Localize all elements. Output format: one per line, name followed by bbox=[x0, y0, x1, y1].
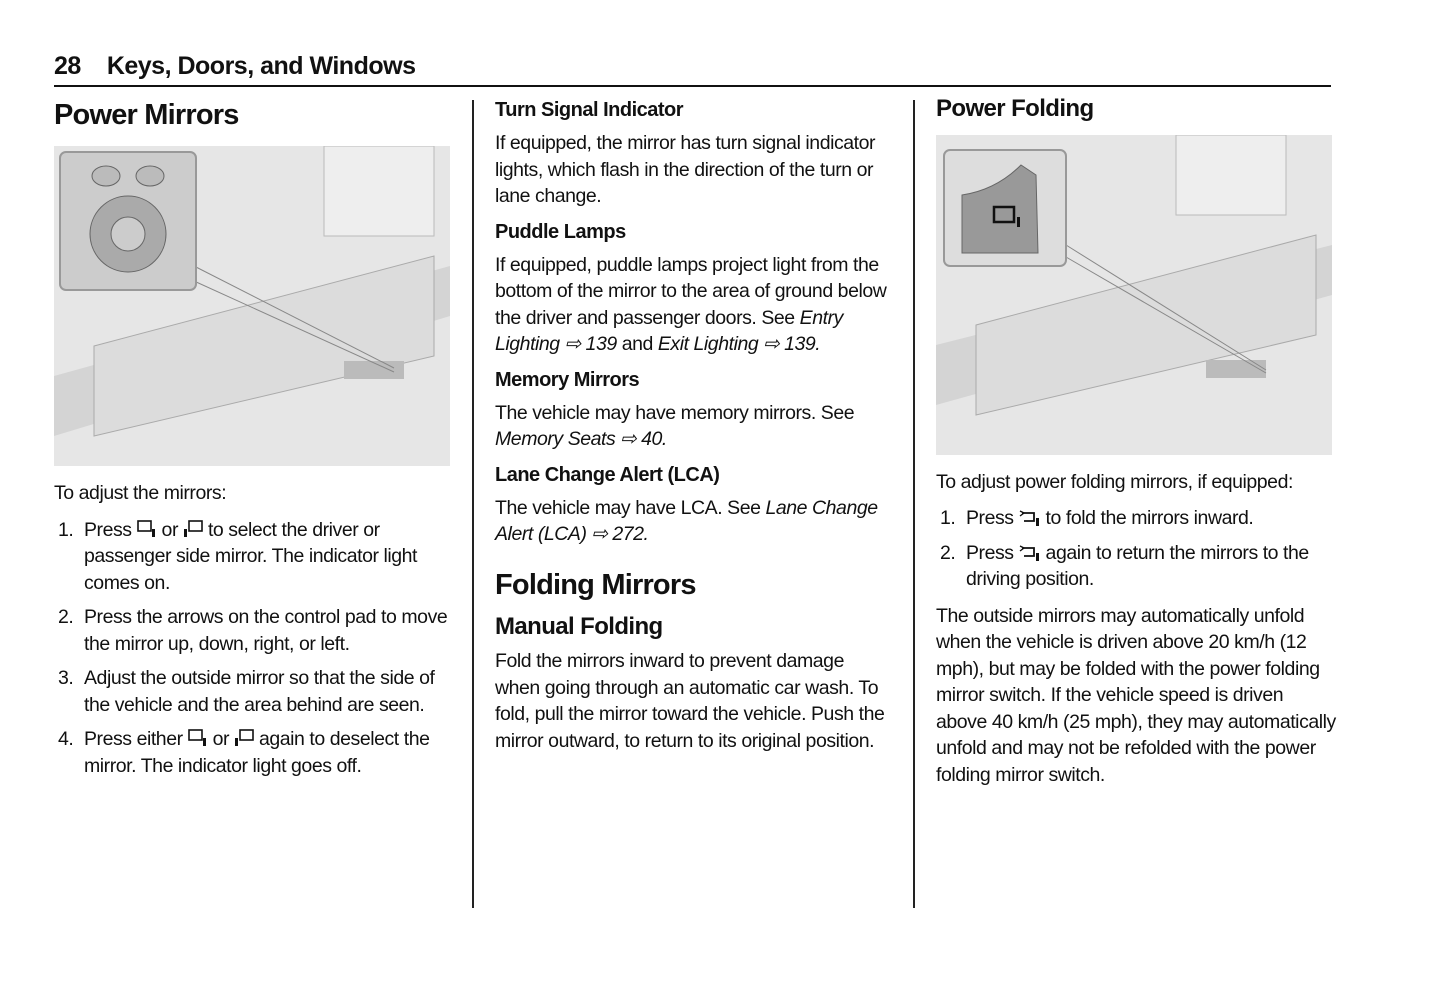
step-text: or bbox=[212, 728, 230, 750]
step-item bbox=[54, 604, 454, 657]
heading-puddle-lamps: Puddle Lamps bbox=[495, 220, 626, 243]
heading-manual-folding: Manual Folding bbox=[495, 612, 663, 640]
body-text: The vehicle may have memory mirrors. See bbox=[495, 401, 855, 424]
page-ref[interactable]: 139. bbox=[784, 333, 821, 355]
step-item bbox=[54, 665, 454, 718]
adjust-steps bbox=[54, 517, 454, 780]
page-arrow-icon: ⇨ bbox=[564, 333, 581, 355]
intro-text: To adjust power folding mirrors, if equipped: bbox=[936, 470, 1293, 493]
page-header bbox=[54, 52, 415, 81]
passenger-mirror-icon bbox=[234, 729, 254, 747]
page-arrow-icon: ⇨ bbox=[620, 428, 637, 450]
page-ref[interactable]: 139 bbox=[585, 333, 617, 355]
puddle-lamps-text bbox=[495, 252, 890, 358]
power-fold-icon bbox=[1019, 543, 1041, 561]
heading-lca: Lane Change Alert (LCA) bbox=[495, 463, 720, 486]
step-text: to fold the mirrors inward. bbox=[1045, 507, 1254, 529]
cross-reference-link[interactable]: Memory Seats bbox=[495, 428, 616, 450]
step-number: 1. bbox=[940, 507, 956, 529]
step-text: Press the arrows on the control pad to move the mirror up, down, right, or left. bbox=[84, 606, 448, 655]
cross-reference-link[interactable]: Lane Change Alert (LCA) bbox=[495, 496, 878, 545]
column-power-mirrors bbox=[54, 96, 454, 789]
column-divider bbox=[472, 100, 474, 908]
section-title: Keys, Doors, and Windows bbox=[106, 52, 416, 80]
driver-mirror-icon bbox=[137, 520, 157, 538]
step-text: or bbox=[161, 518, 178, 541]
mirror-control-illustration bbox=[54, 146, 450, 466]
step-item bbox=[54, 726, 454, 779]
heading-turn-signal: Turn Signal Indicator bbox=[495, 99, 684, 121]
step-number: 2. bbox=[58, 606, 74, 628]
step-text: again to return the mirrors to the driving position. bbox=[966, 541, 1309, 590]
memory-mirrors-text bbox=[495, 400, 890, 453]
column-mirror-features bbox=[495, 98, 890, 764]
auto-unfold-text: The outside mirrors may automatically unfold when the vehicle is driven above 20 km/h (12 mph), but may be folded with the power folding mirror switch. If the vehicle speed is driven above 40 km/h (25 mph), they may automatically unfold and may not be refolded with the power folding mirror switch. bbox=[936, 604, 1336, 786]
intro-text: To adjust the mirrors: bbox=[54, 482, 227, 504]
body-text: If equipped, puddle lamps project light from the bottom of the mirror to the area of ground below the driver and passenger doors. See bbox=[495, 253, 887, 329]
step-item bbox=[936, 505, 1336, 532]
step-text: Press either bbox=[84, 728, 183, 750]
driver-mirror-icon bbox=[188, 729, 208, 747]
manual-folding-text: Fold the mirrors inward to prevent damage when going through an automatic car wash. To fold, pull the mirror toward the vehicle. Push the mirror outward, to return to its original position. bbox=[495, 650, 885, 752]
heading-power-mirrors: Power Mirrors bbox=[54, 99, 239, 131]
turn-signal-text: If equipped, the mirror has turn signal indicator lights, which flash in the direction of the turn or lane change. bbox=[495, 132, 876, 207]
step-number: 4. bbox=[58, 728, 74, 750]
column-power-folding bbox=[936, 96, 1336, 798]
step-text: to select the driver or passenger side mirror. The indicator light comes on. bbox=[84, 518, 417, 594]
step-item bbox=[936, 540, 1336, 593]
body-text: and bbox=[621, 333, 653, 355]
page-ref[interactable]: 40. bbox=[641, 428, 667, 450]
step-number: 3. bbox=[58, 667, 74, 689]
page-ref[interactable]: 272. bbox=[612, 523, 649, 545]
page-arrow-icon: ⇨ bbox=[591, 523, 608, 545]
step-text: Press bbox=[84, 518, 132, 541]
step-text: again to deselect the mirror. The indicator light goes off. bbox=[84, 728, 430, 777]
heading-power-folding: Power Folding bbox=[936, 95, 1094, 122]
passenger-mirror-icon bbox=[183, 520, 203, 538]
header-rule bbox=[54, 85, 1331, 87]
folding-steps bbox=[936, 505, 1336, 593]
cross-reference-link[interactable]: Entry Lighting bbox=[495, 306, 843, 355]
cross-reference-link[interactable]: Exit Lighting bbox=[657, 333, 759, 355]
heading-memory-mirrors: Memory Mirrors bbox=[495, 368, 640, 391]
lca-text bbox=[495, 495, 890, 548]
step-number: 1. bbox=[58, 518, 74, 541]
step-text: Adjust the outside mirror so that the side of the vehicle and the area behind are seen. bbox=[84, 667, 435, 716]
folding-switch-illustration bbox=[936, 135, 1332, 455]
step-text: Press bbox=[966, 507, 1014, 529]
step-number: 2. bbox=[940, 541, 956, 564]
power-fold-icon bbox=[1019, 508, 1041, 526]
step-item bbox=[54, 517, 454, 597]
body-text: The vehicle may have LCA. See bbox=[495, 496, 761, 519]
step-text: Press bbox=[966, 541, 1014, 564]
page-arrow-icon: ⇨ bbox=[763, 333, 780, 355]
page-number: 28 bbox=[54, 52, 81, 80]
column-divider bbox=[913, 100, 915, 908]
heading-folding-mirrors: Folding Mirrors bbox=[495, 568, 696, 601]
